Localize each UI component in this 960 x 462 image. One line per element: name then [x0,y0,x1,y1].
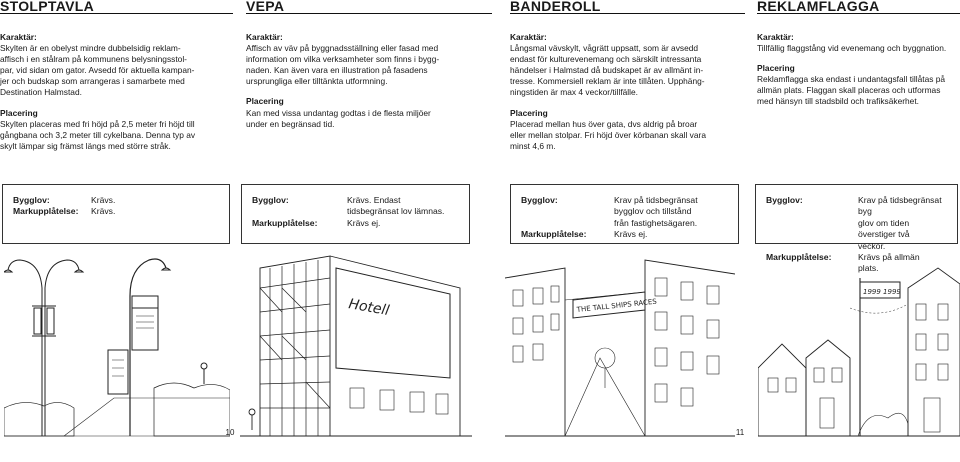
vepa-sign-text: Hotell [347,296,391,320]
text-line: gångbana och 3,2 meter till cykelbana. Denna typ av [0,129,196,140]
text-line: eller mellan stolpar. Fri höjd över körbanan skall vara [510,129,706,140]
sketch-stolptavla [4,248,230,438]
bygglov-value: Krav på tidsbegränsat byg [858,195,942,217]
text-line: händelser i Halmstad då budskapet är av allmänt in- [510,65,704,76]
markupplatelse-value: plats. [858,263,879,274]
text-line: Kan med vissa undantag godtas i de flesta miljöer [246,107,431,118]
markupplatelse-value: Krävs på allmän [858,252,920,263]
permit-box-vepa [241,184,470,244]
sketch-reklamflagga [758,248,960,438]
markupplatelse-label: Markupplåtelse: [521,229,587,240]
text-line: under en begränsad tid. [246,118,335,129]
bygglov-value: Krävs. Endast [347,195,401,205]
text-line: naden. Kan även vara en illustration på fasadens [246,65,428,76]
permit-box-banderoll [510,184,739,244]
text-line: minst 4,6 m. [510,140,556,151]
bygglov-value: från fastighetsägaren. [614,217,698,228]
markupplatelse-value: Krävs ej. [347,217,381,228]
bygglov-value: glov om tiden överstiger två [858,217,910,240]
bygglov-value: tidsbegränsat lov lämnas. [347,206,445,217]
text-line: skylt lämpar sig främst längs med större stråk. [0,140,171,151]
bygglov-value: Krävs. [91,195,116,205]
text-line: Affisch av väv på byggnadsställning eller fasad med [246,43,439,54]
banner-text: THE TALL SHIPS RACES [576,297,658,314]
sketch-vepa [240,248,472,438]
text-line: Tillfällig flaggstång vid evenemang och byggnation. [757,43,947,54]
bygglov-value: veckor. [858,240,886,251]
text-line: tresse. Kommersiell reklam är inte tillåten. Upphäng- [510,76,705,87]
karaktar-label: Karaktär: [757,32,794,42]
text-line: Placerad mellan hus över gata, dvs aldrig på broar [510,118,698,129]
text-line: information om vilka verksamheter som finns i bygg- [246,54,440,65]
karaktar-label: Karaktär: [246,32,283,42]
markupplatelse-label: Markupplåtelse: [13,206,79,217]
bygglov-label: Bygglov: [521,195,558,205]
text-line: allmän plats. Flaggan skall placeras och utformas [757,85,941,96]
permit-box-reklamflagga [755,184,958,274]
sketch-banderoll [505,248,735,438]
section-heading: REKLAMFLAGGA [757,0,960,14]
placering-label: Placering [246,96,284,107]
page-number-left: 10 [225,428,235,437]
bygglov-value: Krav på tidsbegränsat [614,195,698,205]
placering-label: Placering [757,63,795,74]
text-line: endast för kulturevenemang och särskilt intressanta [510,54,702,65]
text-line: Skylten placeras med fri höjd på 2,5 meter fri höjd till [0,118,195,129]
flag-text: 1999 1999 [863,288,901,296]
text-line: Reklamflagga ska endast i undantagsfall tillåtas på [757,74,946,85]
page-number-right: 11 [735,428,745,437]
description-text [757,32,960,108]
markupplatelse-label: Markupplåtelse: [766,252,832,263]
markupplatelse-value: Krävs. [91,206,116,217]
column-vepa [246,0,474,130]
text-line: ningstiden är max 4 veckor/tillfälle. [510,87,639,98]
karaktar-label: Karaktär: [510,32,547,42]
column-banderoll [510,0,738,152]
text-line: Destination Halmstad. [0,87,82,98]
placering-label: Placering [510,107,548,118]
description-text [0,32,228,152]
markupplatelse-label: Markupplåtelse: [252,217,318,228]
text-line: Långsmal vävskylt, vågrätt uppsatt, som är avsedd [510,43,699,54]
text-line: par, vid sidan om gator. Avsedd för aktuella kampan- [0,65,195,76]
permit-box-stolptavla [2,184,230,244]
text-line: jer och budskap som arrangeras i samarbete med [0,76,185,87]
text-line: ursprungliga eller tilltänkta utformning. [246,76,388,87]
description-text [510,32,738,152]
bygglov-label: Bygglov: [252,195,289,205]
text-line: Skylten är en obelyst mindre dubbelsidig reklam- [0,43,181,54]
section-heading: STOLPTAVLA [0,0,233,14]
text-line: med hänsyn till stadsbild och trafiksäkerhet. [757,96,919,107]
column-stolptavla [0,0,228,152]
section-heading: BANDEROLL [510,0,745,14]
column-reklamflagga [757,0,960,108]
section-heading: VEPA [246,0,492,14]
description-text [246,32,474,130]
markupplatelse-value: Krävs ej. [614,229,648,240]
bygglov-label: Bygglov: [13,195,50,205]
text-line: affisch i en stålram på kommunens belysningsstol- [0,54,187,65]
bygglov-label: Bygglov: [766,195,803,205]
karaktar-label: Karaktär: [0,32,37,42]
placering-label: Placering [0,107,38,118]
bygglov-value: bygglov och tillstånd [614,206,692,217]
